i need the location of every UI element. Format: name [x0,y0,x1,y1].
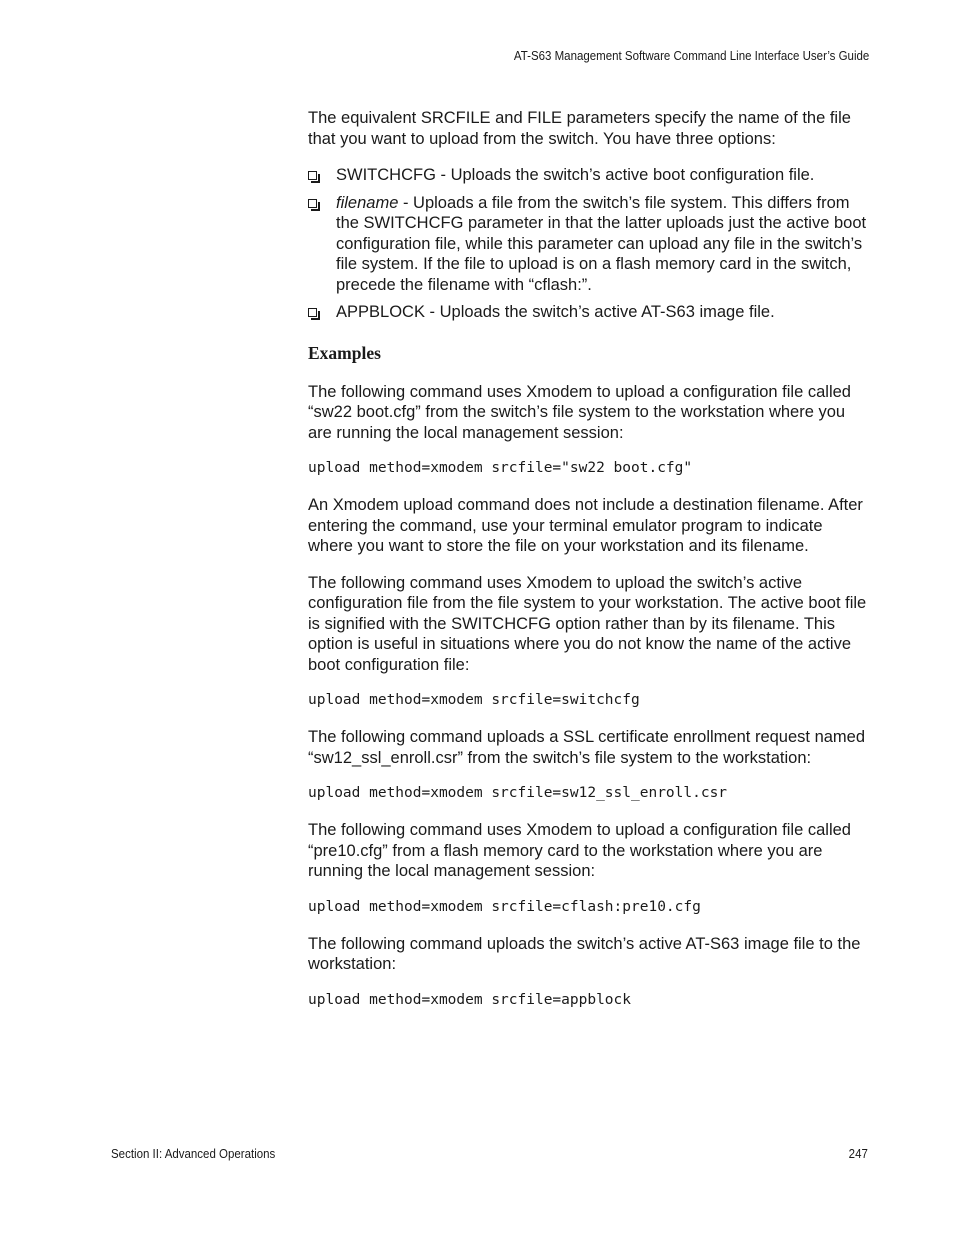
example-4-code: upload method=xmodem srcfile=cflash:pre10.cfg [308,898,701,915]
example-1-text: The following command uses Xmodem to upload a configuration file called “sw22 boot.cfg” from the switch’s file system to the workstation where you are running the local management session: [308,382,851,442]
option-text: SWITCHCFG - Uploads the switch’s active boot configuration file. [336,166,815,184]
intro-paragraph: The equivalent SRCFILE and FILE parameters specify the name of the file that you want to upload from the switch. You have three options: [308,109,851,148]
page-body [308,108,870,1027]
list-item [308,165,870,186]
example-4-text: The following command uses Xmodem to upload a configuration file called “pre10.cfg” from a flash memory card to the workstation where you are running the local management session: [308,821,851,880]
examples-heading: Examples [308,342,381,363]
checkbox-bullet-icon [308,199,317,208]
footer-section: Section II: Advanced Operations [111,1147,276,1161]
page-number: 247 [848,1147,868,1161]
example-5-code: upload method=xmodem srcfile=appblock [308,991,632,1008]
example-2-text: The following command uses Xmodem to upload the switch’s active configuration file from the file system to your workstation. The active boot file is signified with the SWITCHCFG option rather than by its filename. This option is useful in situations where you do not know the name of the active boot configuration file: [308,573,867,674]
example-1-code: upload method=xmodem srcfile="sw22 boot.cfg" [308,460,693,476]
example-2-code: upload method=xmodem srcfile=switchcfg [308,692,640,708]
option-list [308,165,870,323]
running-header: AT-S63 Management Software Command Line Interface User’s Guide [513,49,869,63]
example-1-note: An Xmodem upload command does not include a destination filename. After entering the command, use your terminal emulator program to indicate where you want to store the file on your workstation and its filename. [308,496,863,555]
option-text: - Uploads a file from the switch’s file system. This differs from the SWITCHCFG parameter in that the latter uploads just the active boot configuration file, while this parameter can upload any file in the switch’s file system. If the file to upload is on a flash memory card in the switch, precede the filename with “cflash:”. [336,193,867,294]
example-3-text: The following command uploads a SSL certificate enrollment request named “sw12_ssl_enroll.csr” from the switch’s file system to the workstation: [308,728,866,767]
option-lead: filename [336,193,399,212]
example-3-code: upload method=xmodem srcfile=sw12_ssl_enroll.csr [308,785,728,801]
example-5-text: The following command uploads the switch’s active AT-S63 image file to the workstation: [308,934,861,973]
list-item [308,193,870,296]
checkbox-bullet-icon [308,308,317,317]
option-text: APPBLOCK - Uploads the switch’s active AT-S63 image file. [336,303,775,321]
checkbox-bullet-icon [308,171,317,180]
list-item [308,302,870,323]
